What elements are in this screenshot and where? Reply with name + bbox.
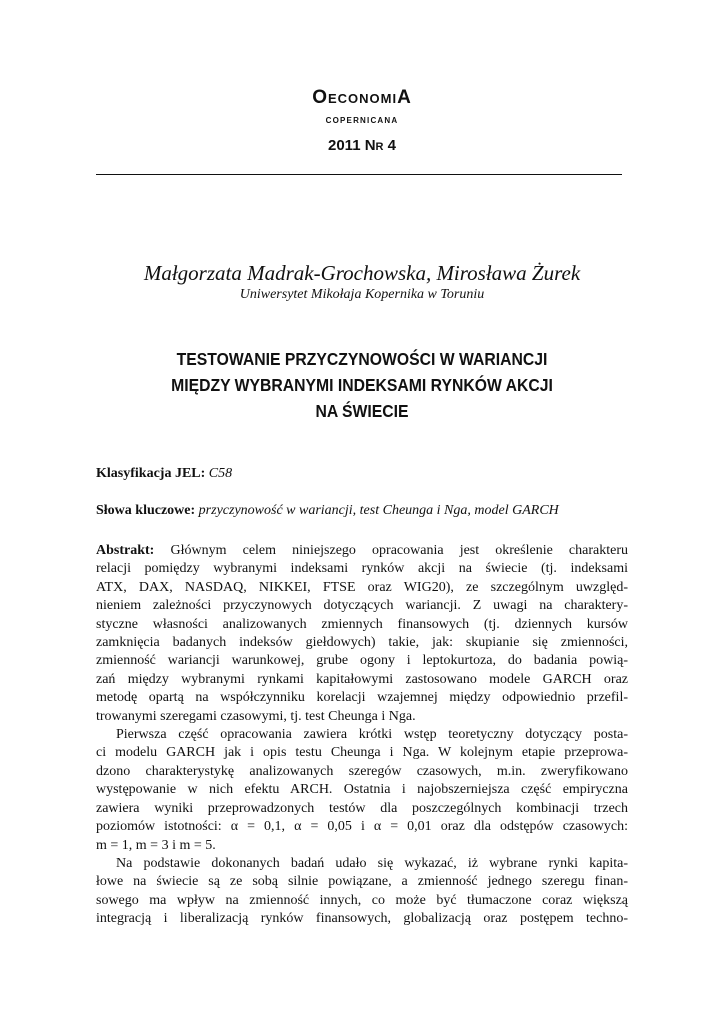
abstract-line: ci modelu GARCH jak i opis testu Cheunga i Nga. W kolejnym etapie przeprowa-: [96, 745, 628, 761]
abstract-line: Pierwsza część opracowania zawiera krótki wstęp teoretyczny dotyczący posta-: [116, 727, 628, 743]
journal-issue: 2011 Nr 4: [328, 137, 396, 154]
abstract-line: zawiera wyniki przeprowadzonych testów dla poszczególnych kombinacji trzech: [96, 800, 628, 816]
abstract-line: poziomów istotności: α = 0,1, α = 0,05 i α = 0,01 oraz dla odstępów czasowych:: [96, 819, 628, 835]
abstract-line: sowego ma wpływ na zmienność innych, co może być tłumaczone coraz większą: [96, 892, 628, 908]
journal-masthead: [96, 86, 628, 156]
abstract-line: dzono charakterystykę analizowanych szeregów czasowych, m.in. zweryfikowano: [96, 763, 628, 779]
abstract-line: m = 1, m = 3 i m = 5.: [96, 837, 216, 853]
abstract-line-text: Głównym celem niniejszego opracowania jest określenie charakteru: [170, 543, 629, 558]
title-line: MIĘDZY WYBRANYMI INDEKSAMI RYNKÓW AKCJI: [171, 375, 553, 395]
abstract-line: zamknięcia badanych indeksów giełdowych) takie, jak: skupianie się zmienności,: [96, 635, 628, 651]
abstract-line: trowanymi szeregami czasowymi, tj. test Cheunga i Nga.: [96, 708, 416, 724]
title-line: TESTOWANIE PRZYCZYNOWOŚCI W WARIANCJI: [176, 349, 548, 369]
title-line: NA ŚWIECIE: [315, 401, 409, 421]
abstract-line: zmienność wariancji warunkowej, grube ogony i leptokurtoza, do badania powią-: [96, 653, 628, 669]
abstract-line: występowanie w nich efektu ARCH. Ostatnia i najobszerniejsza część empiryczna: [96, 782, 628, 798]
header-rule: [96, 174, 622, 175]
abstract-line: styczne własności analizowanych zmiennych finansowych (tj. dziennych kursów: [96, 616, 628, 632]
authors: Małgorzata Madrak-Grochowska, Mirosława Żurek: [143, 261, 581, 285]
paper-title: [123, 346, 602, 424]
keywords-label: Słowa kluczowe:: [96, 503, 196, 518]
abstract-line: zań między wybranymi rynkami kapitałowymi zastosowano modele GARCH oraz: [96, 671, 628, 687]
abstract-line: ATX, DAX, NASDAQ, NIKKEI, FTSE oraz WIG20), ze szczególnym uwzględ-: [96, 579, 628, 595]
abstract-line: [96, 542, 628, 560]
abstract: [96, 542, 628, 929]
abstract-label: Abstrakt:: [96, 543, 155, 558]
abstract-line: relacji pomiędzy wybranymi indeksami rynków akcji na świecie (tj. indeksami: [96, 561, 628, 577]
affiliation: Uniwersytet Mikołaja Kopernika w Toruniu: [239, 287, 485, 302]
journal-subtitle: copernicana: [325, 112, 399, 126]
keywords: [96, 502, 559, 520]
abstract-line: nieniem zależności przyczynowych dotyczących wariancji. Z uwagi na charaktery-: [96, 598, 628, 614]
abstract-line: integracją i liberalizacją rynków finansowych, globalizacją oraz postępem techno-: [96, 911, 628, 927]
keywords-value: przyczynowość w wariancji, test Cheunga i Nga, model GARCH: [198, 503, 559, 518]
abstract-line: łowe na świecie są ze sobą silnie powiązane, a zmienność jednego szeregu finan-: [96, 874, 628, 890]
jel-value: C58: [208, 466, 233, 481]
abstract-line: metodę opartą na współczynniku korelacji wzajemnej między odpowiednio przefil-: [96, 690, 628, 706]
journal-name: OeconomiA: [312, 87, 412, 108]
abstract-line: Na podstawie dokonanych badań udało się wykazać, iż wybrane rynki kapita-: [116, 855, 628, 871]
jel-classification: [96, 465, 232, 483]
jel-label: Klasyfikacja JEL:: [96, 466, 206, 481]
